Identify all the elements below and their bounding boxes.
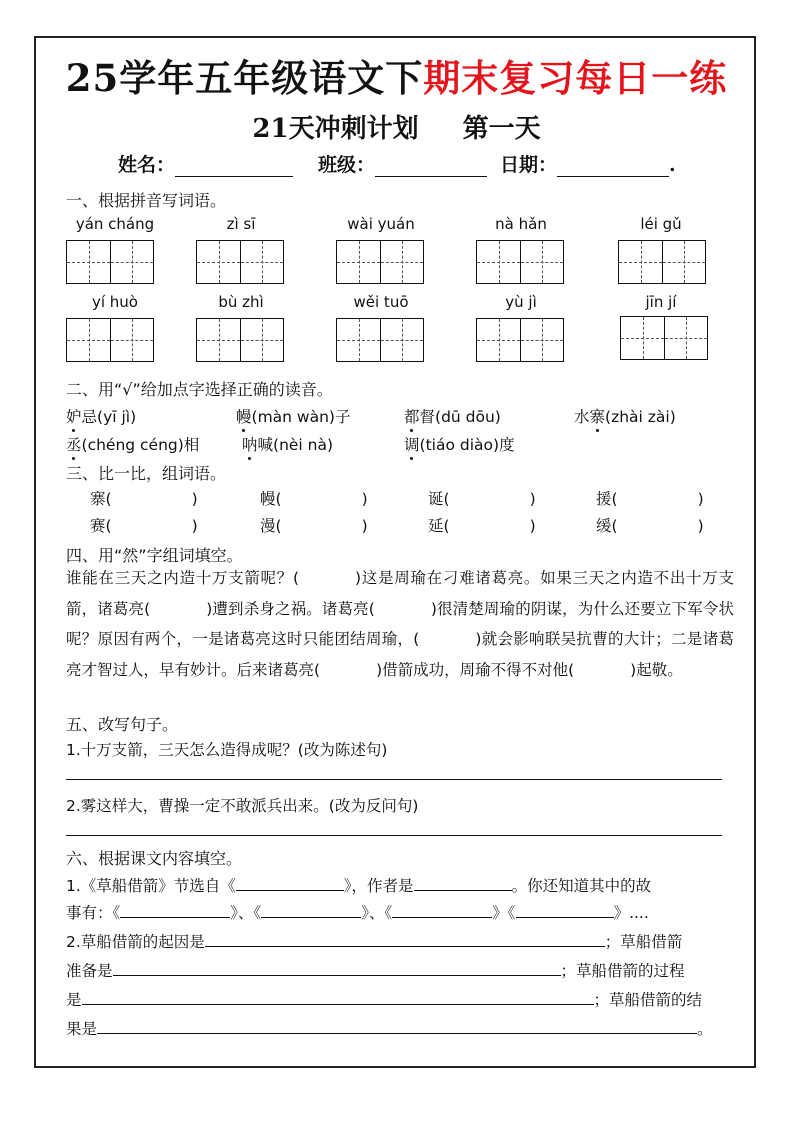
writing-grid[interactable]	[476, 318, 564, 362]
question-5-1: 1.十万支箭，三天怎么造得成呢？(改为陈述句)	[66, 741, 388, 759]
date-field[interactable]: 日期： .	[500, 154, 676, 176]
question-5-2: 2.雾这样大，曹操一定不敢派兵出来。(改为反问句)	[66, 797, 419, 815]
writing-grid[interactable]	[620, 316, 708, 360]
writing-grid[interactable]	[66, 318, 154, 362]
class-field[interactable]: 班级：	[318, 150, 487, 177]
reading-item[interactable]: 妒忌(yī jì)	[66, 408, 137, 426]
question-6-2: 2.草船借箭的起因是 ；草船借箭	[66, 933, 683, 951]
reading-item[interactable]: 水寨(zhài zài)	[574, 408, 676, 426]
writing-grid[interactable]	[336, 240, 424, 284]
pinyin-label: yí huò	[91, 293, 138, 311]
blank[interactable]	[392, 902, 492, 918]
blank[interactable]	[113, 960, 561, 976]
question-6-2-cont: 是 ；草船借箭的结	[66, 991, 703, 1009]
title-highlight: 期末复习每日一练	[423, 56, 728, 100]
section-6-heading: 六、根据课文内容填空。	[66, 849, 243, 868]
word-item[interactable]: 诞( )	[428, 490, 536, 508]
answer-line[interactable]	[66, 834, 722, 836]
blank[interactable]	[82, 989, 594, 1005]
subtitle-day: 第一天	[462, 114, 541, 144]
blank[interactable]	[97, 1018, 697, 1034]
blank[interactable]	[120, 902, 230, 918]
reading-item[interactable]: 丞(chéng céng)相	[66, 436, 200, 454]
writing-grid[interactable]	[476, 240, 564, 284]
reading-item[interactable]: 调(tiáo diào)度	[404, 436, 515, 454]
question-6-1-cont: 事有：《 》、《 》、《 》《 》....	[66, 904, 649, 922]
subtitle-plan: 21天冲刺计划	[252, 114, 419, 144]
pinyin-label: bù zhì	[218, 293, 264, 311]
pinyin-label: wài yuán	[347, 215, 415, 233]
section-2-heading: 二、用“√”给加点字选择正确的读音。	[66, 380, 333, 399]
pinyin-label: léi gǔ	[640, 215, 682, 233]
word-item[interactable]: 延( )	[428, 517, 536, 535]
word-item[interactable]: 漫( )	[260, 517, 368, 535]
writing-grid[interactable]	[336, 318, 424, 362]
answer-line[interactable]	[66, 778, 722, 780]
word-item[interactable]: 援( )	[596, 490, 704, 508]
blank[interactable]	[516, 902, 614, 918]
section-5-heading: 五、改写句子。	[66, 715, 179, 734]
writing-grid[interactable]	[196, 318, 284, 362]
pinyin-label: jīn jí	[645, 293, 677, 311]
word-item[interactable]: 缓( )	[596, 517, 704, 535]
blank[interactable]	[236, 875, 344, 891]
word-item[interactable]: 幔( )	[260, 490, 368, 508]
blank[interactable]	[205, 931, 605, 947]
pinyin-label: zì sī	[226, 215, 256, 233]
word-item[interactable]: 寨( )	[90, 490, 198, 508]
subtitle	[0, 108, 793, 145]
question-6-2-cont: 准备是 ；草船借箭的过程	[66, 962, 685, 980]
blank[interactable]	[261, 902, 361, 918]
section-4-heading: 四、用“然”字组词填空。	[66, 546, 243, 565]
pinyin-label: nà hǎn	[495, 215, 547, 233]
pinyin-label: yù jì	[505, 293, 537, 311]
fill-in-paragraph: 谁能在三天之内造十万支箭呢？( )这是周瑜在刁难诸葛亮。如果三天之内造不出十万支箭，诸葛亮( )遭到杀身之祸。诸葛亮( )很清楚周瑜的阴谋，为什么还要立下军令状呢？原因有两个，一是诸葛亮这时只能团结周瑜，( )就会影响联吴抗曹的大计；二是诸葛亮才智过人，早有妙计。后来诸葛亮( )借箭成功，周瑜不得不对他( )起敬。	[66, 569, 734, 679]
name-field[interactable]: 姓名：	[118, 150, 293, 177]
section-1-heading: 一、根据拼音写词语。	[66, 191, 227, 210]
writing-grid[interactable]	[66, 240, 154, 284]
question-6-2-cont: 果是 。	[66, 1020, 713, 1038]
question-6-1: 1.《草船借箭》节选自《 》，作者是 。你还知道其中的故	[66, 877, 652, 895]
pinyin-label: yán cháng	[75, 215, 155, 233]
reading-item[interactable]: 都督(dū dōu)	[404, 408, 501, 426]
blank[interactable]	[414, 875, 512, 891]
reading-item[interactable]: 幔(màn wàn)子	[236, 408, 351, 426]
reading-item[interactable]: 呐喊(nèi nà)	[242, 436, 334, 454]
writing-grid[interactable]	[196, 240, 284, 284]
pinyin-label: wěi tuō	[353, 293, 409, 311]
writing-grid[interactable]	[618, 240, 706, 284]
word-item[interactable]: 赛( )	[90, 517, 198, 535]
title-main: 25学年五年级语文下	[65, 56, 424, 100]
page-title	[0, 48, 793, 102]
section-3-heading: 三、比一比，组词语。	[66, 464, 227, 483]
